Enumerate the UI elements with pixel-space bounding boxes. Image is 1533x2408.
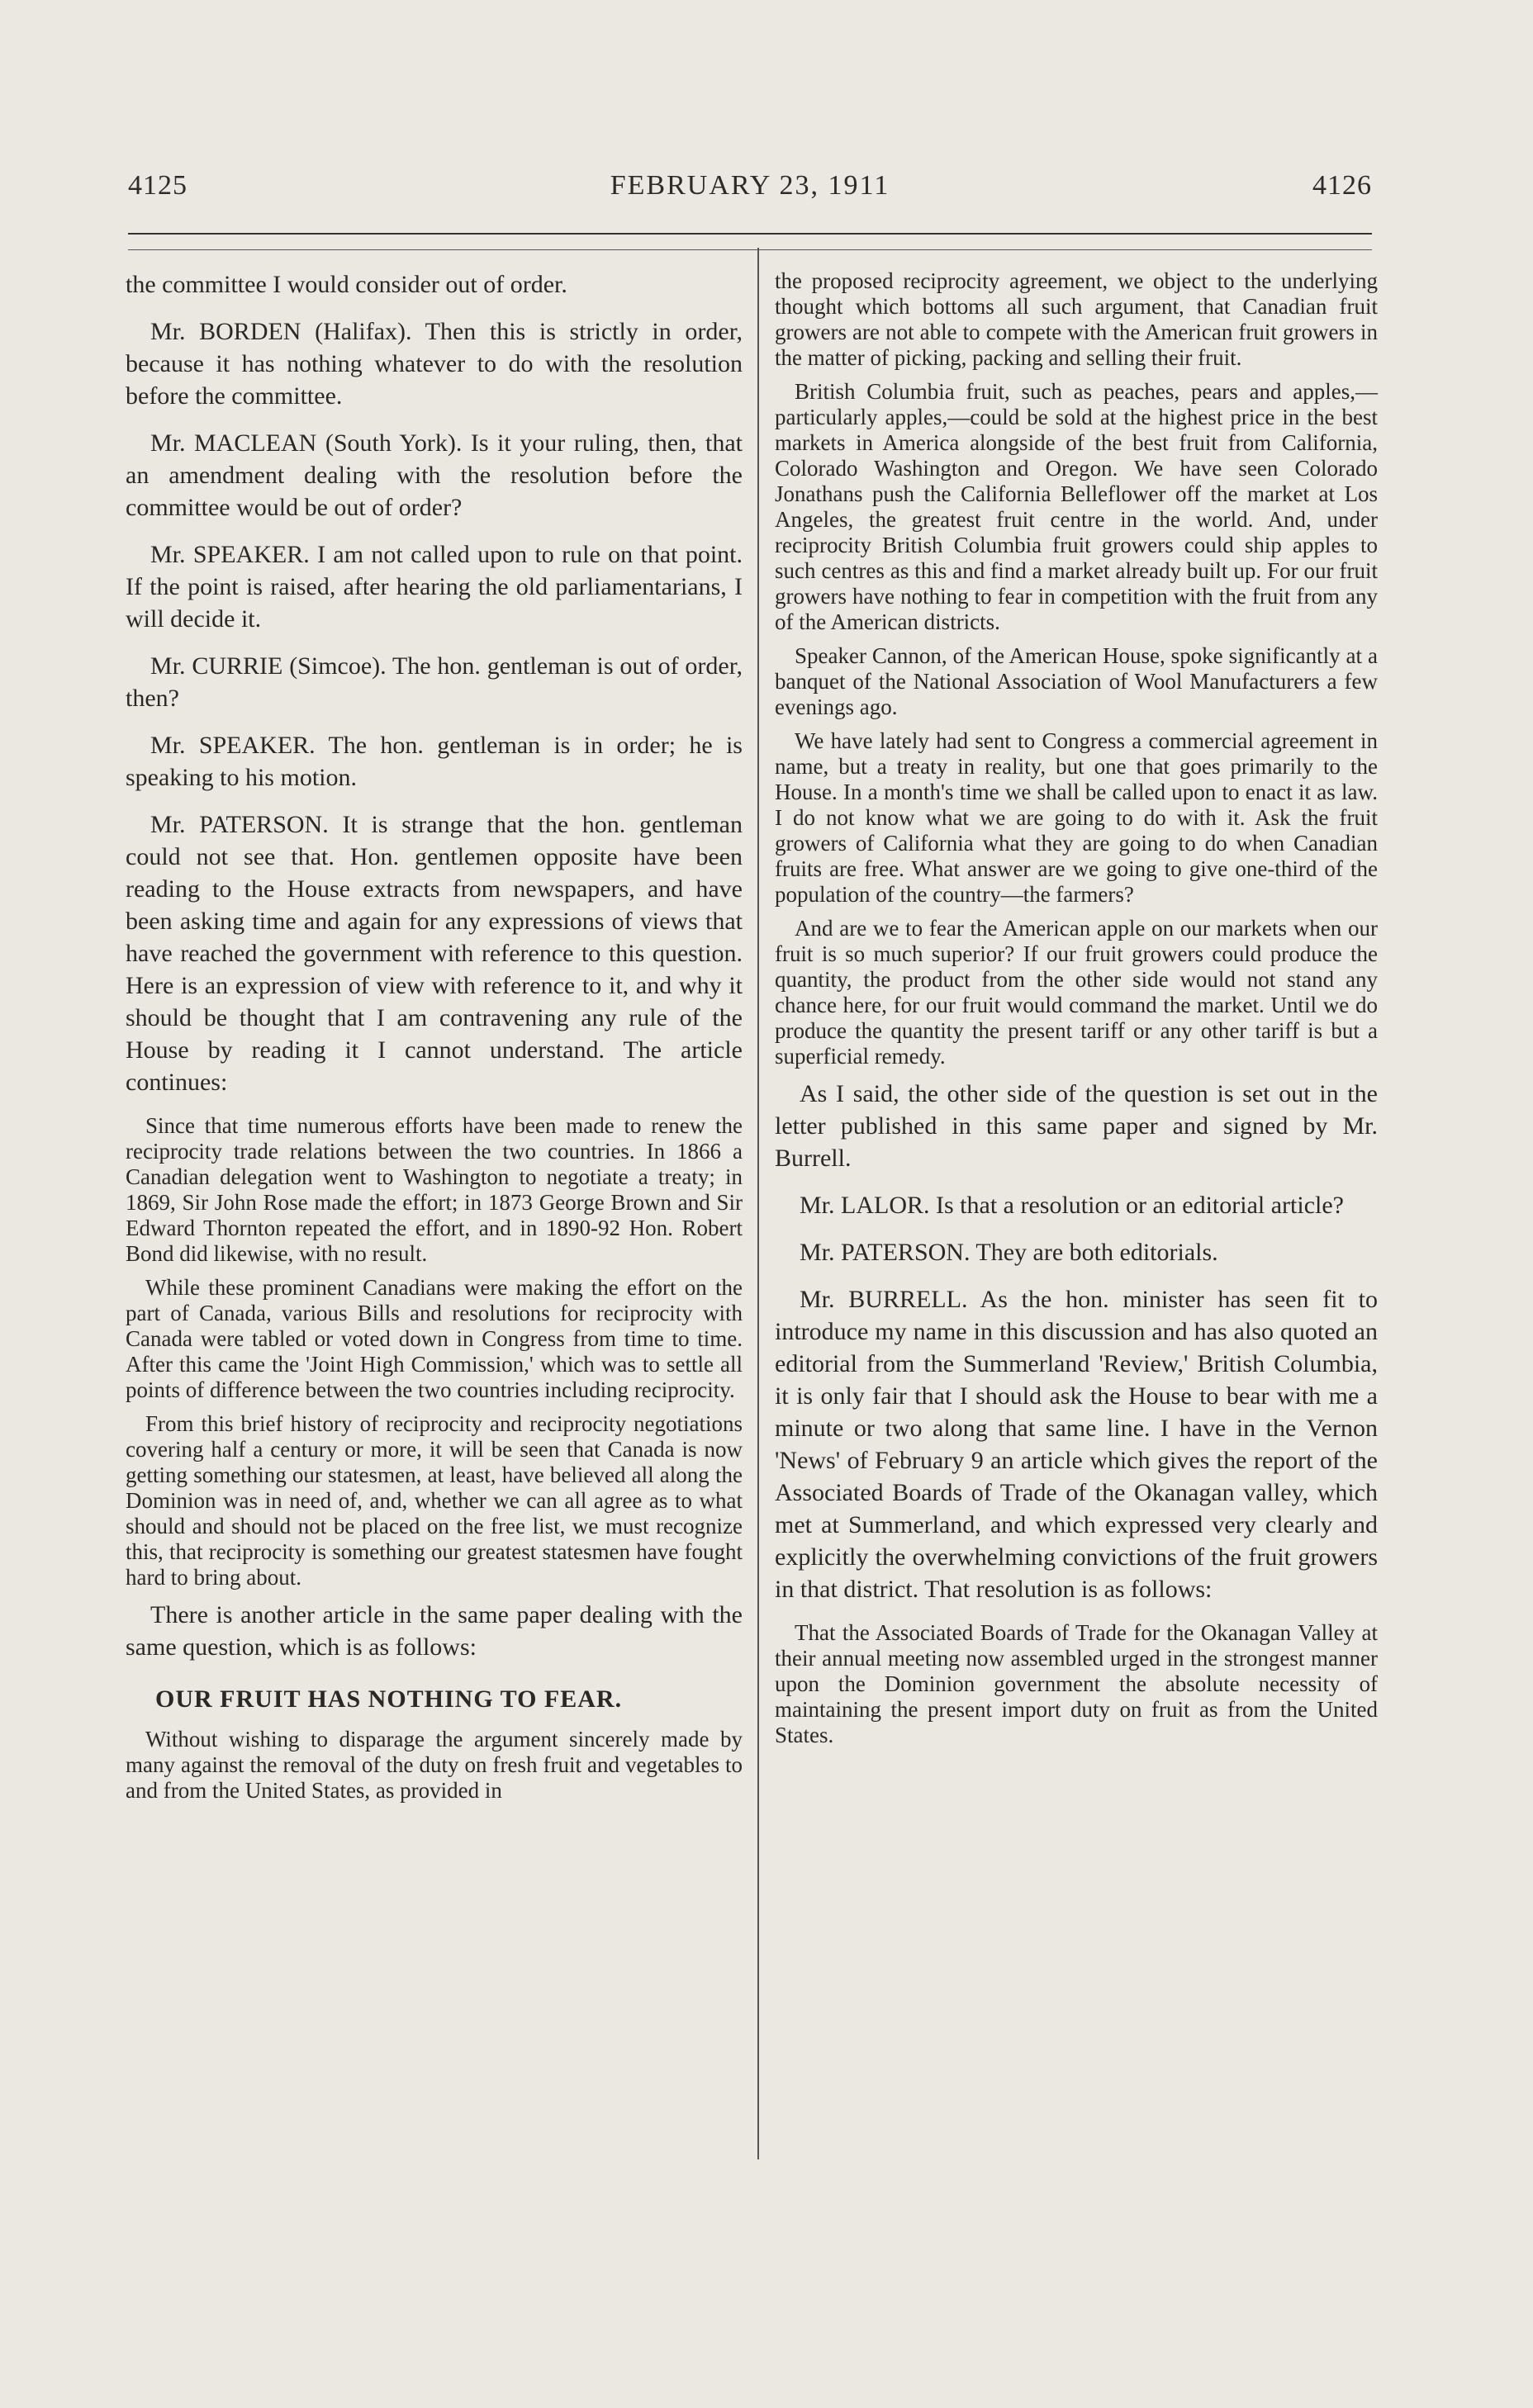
quoted-paragraph: Speaker Cannon, of the American House, spoke significantly at a banquet of the National Association of Wool Manufacturers a few evenings ago. (775, 643, 1378, 719)
right-column (775, 268, 1378, 1756)
right-paragraph: Mr. BURRELL. As the hon. minister has seen fit to introduce my name in this discussion and has also quoted an editorial from the Summerland 'Review,' British Columbia, it is only fair that I should ask the House to bear with me a minute or two along that same line. I have in the Vernon 'News' of February 9 an article which gives the report of the Associated Boards of Trade of the Okanagan valley, which met at Summerland, and which expressed very clearly and explicitly the overwhelming convictions of the fruit growers in that district. That resolution is as follows: (775, 1286, 1378, 1603)
right-paragraph: Mr. LALOR. Is that a resolution or an editorial article? (800, 1192, 1344, 1219)
left-paragraph: Mr. SPEAKER. I am not called upon to rule on that point. If the point is raised, after hearing the old parliamentarians, I will decide it. (126, 541, 743, 633)
right-page-number: 4126 (1312, 170, 1372, 201)
header-double-rule (128, 233, 1372, 250)
left-column (126, 268, 743, 1812)
left-paragraph: Mr. PATERSON. It is strange that the hon. gentleman could not see that. Hon. gentlemen opposite have been reading to the House extracts from newspapers, and have been asking time and again for any expressions of views that have reached the government with reference to this question. Here is an expression of view with reference to it, and why it should be thought that I am contravening any rule of the House by reading it I cannot understand. The article continues: (126, 811, 743, 1096)
quoted-paragraph: British Columbia fruit, such as peaches, pears and apples,—particularly apples,—could be sold at the highest price in the best markets in America alongside of the best fruit from California, Colorado Washington and Oregon. We have seen Colorado Jonathans push the California Belleflower off the market at Los Angeles, the greatest fruit centre in the world. And, under reciprocity British Columbia fruit growers could ship apples to such centres as this and find a market already built up. For our fruit growers have nothing to fear in competition with the fruit from any of the American districts. (775, 379, 1378, 634)
left-page-number: 4125 (128, 170, 187, 201)
column-divider (757, 248, 759, 2159)
quoted-paragraph: Without wishing to disparage the argument sincerely made by many against the removal of the duty on fresh fruit and vegetables to and from the United States, as provided in (126, 1727, 743, 1803)
quoted-paragraph: That the Associated Boards of Trade for the Okanagan Valley at their annual meeting now assembled urged in the strongest manner upon the Dominion government the absolute necessity of maintaining the present import duty on fruit as from the United States. (775, 1620, 1378, 1747)
left-paragraph: There is another article in the same paper dealing with the same question, which is as follows: (126, 1601, 743, 1661)
header-date: FEBRUARY 23, 1911 (610, 170, 890, 201)
quoted-paragraph: And are we to fear the American apple on our markets when our fruit is so much superior? If our fruit growers could produce the quantity, the product from the other side would not stand any chance here, for our fruit would command the market. Until we do produce the quantity the present tariff or any other tariff is but a superficial remedy. (775, 916, 1378, 1069)
left-paragraph: Mr. BORDEN (Halifax). Then this is strictly in order, because it has nothing whatever to do with the resolution before the committee. (126, 318, 743, 410)
left-paragraph: Mr. SPEAKER. The hon. gentleman is in order; he is speaking to his motion. (126, 732, 743, 791)
right-paragraph: Mr. PATERSON. They are both editorials. (800, 1239, 1218, 1266)
article-headline: OUR FRUIT HAS NOTHING TO FEAR. (155, 1685, 623, 1713)
left-paragraph: Mr. CURRIE (Simcoe). The hon. gentleman is out of order, then? (126, 652, 743, 712)
left-paragraph: Mr. MACLEAN (South York). Is it your ruling, then, that an amendment dealing with the resolution before the committee would be out of order? (126, 429, 743, 521)
left-paragraph: the committee I would consider out of order. (126, 271, 567, 298)
right-paragraph: As I said, the other side of the question is set out in the letter published in this same paper and signed by Mr. Burrell. (775, 1080, 1378, 1172)
quoted-paragraph: From this brief history of reciprocity and reciprocity negotiations covering half a century or more, it will be seen that Canada is now getting something our statesmen, at least, have believed all along the Dominion was in need of, and, whether we can all agree as to what should and should not be placed on the free list, we must recognize this, that reciprocity is something our greatest statesmen have fought hard to bring about. (126, 1411, 743, 1590)
quoted-paragraph: We have lately had sent to Congress a commercial agreement in name, but a treaty in reality, but one that goes primarily to the House. In a month's time we shall be called upon to enact it as law. I do not know what we are going to do with it. Ask the fruit growers of California what they are going to do when Canadian fruits are free. What answer are we going to give one-third of the population of the country—the farmers? (775, 728, 1378, 907)
quoted-paragraph: While these prominent Canadians were making the effort on the part of Canada, various Bills and resolutions for reciprocity with Canada were tabled or voted down in Congress from time to time. After this came the 'Joint High Commission,' which was to settle all points of difference between the two countries including reciprocity. (126, 1275, 743, 1402)
quoted-paragraph: the proposed reciprocity agreement, we object to the underlying thought which bottoms all such argument, that Canadian fruit growers are not able to compete with the American fruit growers in the matter of picking, packing and selling their fruit. (775, 268, 1378, 370)
page-header (128, 161, 1372, 211)
quoted-paragraph: Since that time numerous efforts have been made to renew the reciprocity trade relations between the two countries. In 1866 a Canadian delegation went to Washington to negotiate a treaty; in 1869, Sir John Rose made the effort; in 1873 George Brown and Sir Edward Thornton repeated the effort, and in 1890-92 Hon. Robert Bond did likewise, with no result. (126, 1113, 743, 1266)
